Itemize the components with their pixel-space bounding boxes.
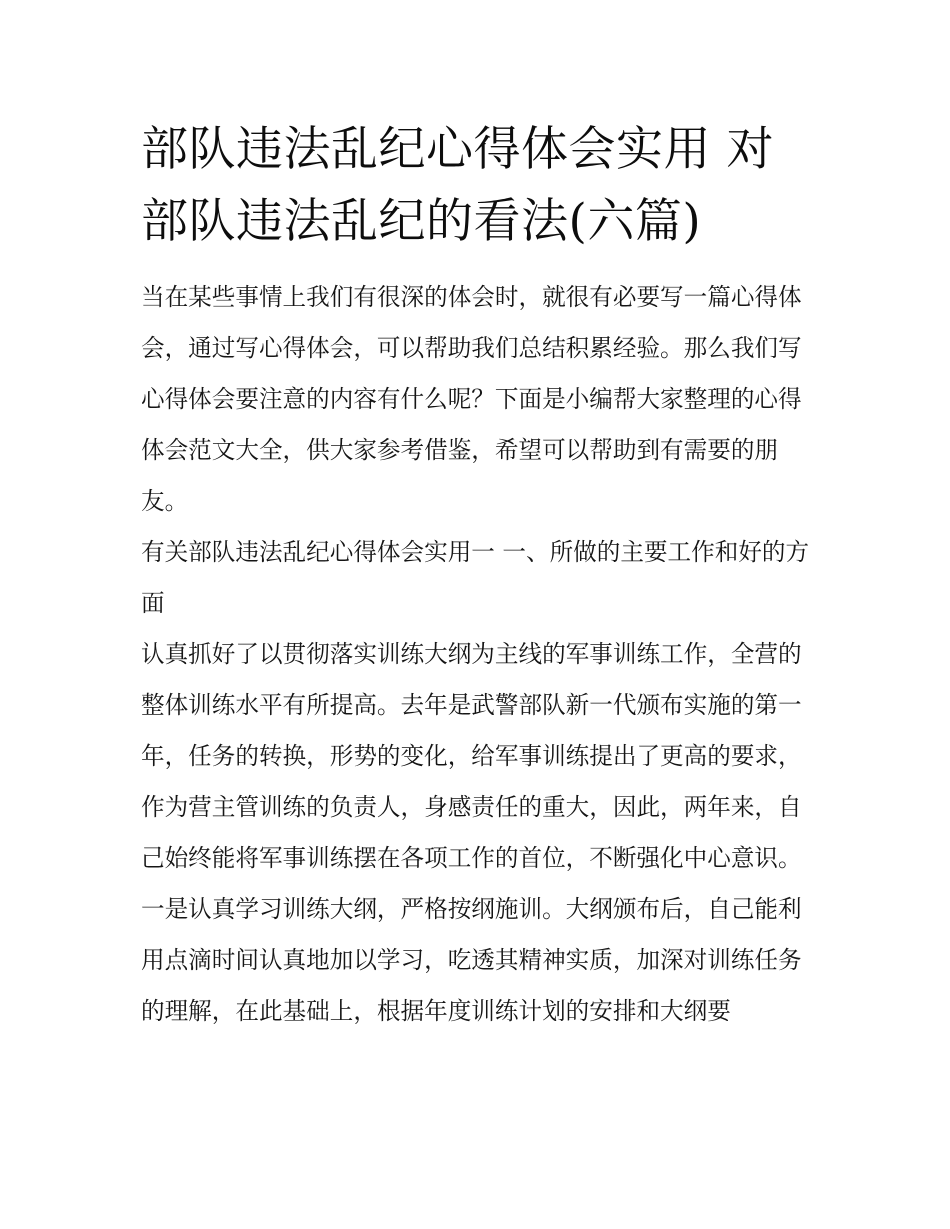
- document-content: [141, 114, 813, 1037]
- intro-paragraph: 当在某些事情上我们有很深的体会时，就很有必要写一篇心得体会，通过写心得体会，可以帮助我们总结积累经验。那么我们写心得体会要注意的内容有什么呢？下面是小编帮大家整理的心得体会范文大全，供大家参考借鉴，希望可以帮助到有需要的朋友。: [141, 283, 802, 515]
- section-heading-paragraph: 有关部队违法乱纪心得体会实用一 一、所做的主要工作和好的方面: [141, 538, 810, 617]
- document-body: [141, 272, 813, 1037]
- body-paragraph: 一是认真学习训练大纲，严格按纲施训。大纲颁布后，自己能利用点滴时间认真地加以学习，吃透其精神实质，加深对训练任务的理解，在此基础上，根据年度训练计划的安排和大纲要: [141, 895, 802, 1025]
- document-title: 部队违法乱纪心得体会实用 对部队违法乱纪的看法(六篇): [141, 122, 774, 249]
- body-paragraph: 认真抓好了以贯彻落实训练大纲为主线的军事训练工作，全营的整体训练水平有所提高。去年是武警部队新一代颁布实施的第一年，任务的转换，形势的变化，给军事训练提出了更高的要求，作为营主管训练的负责人，身感责任的重大，因此，两年来，自己始终能将军事训练摆在各项工作的首位，不断强化中心意识。: [141, 640, 802, 872]
